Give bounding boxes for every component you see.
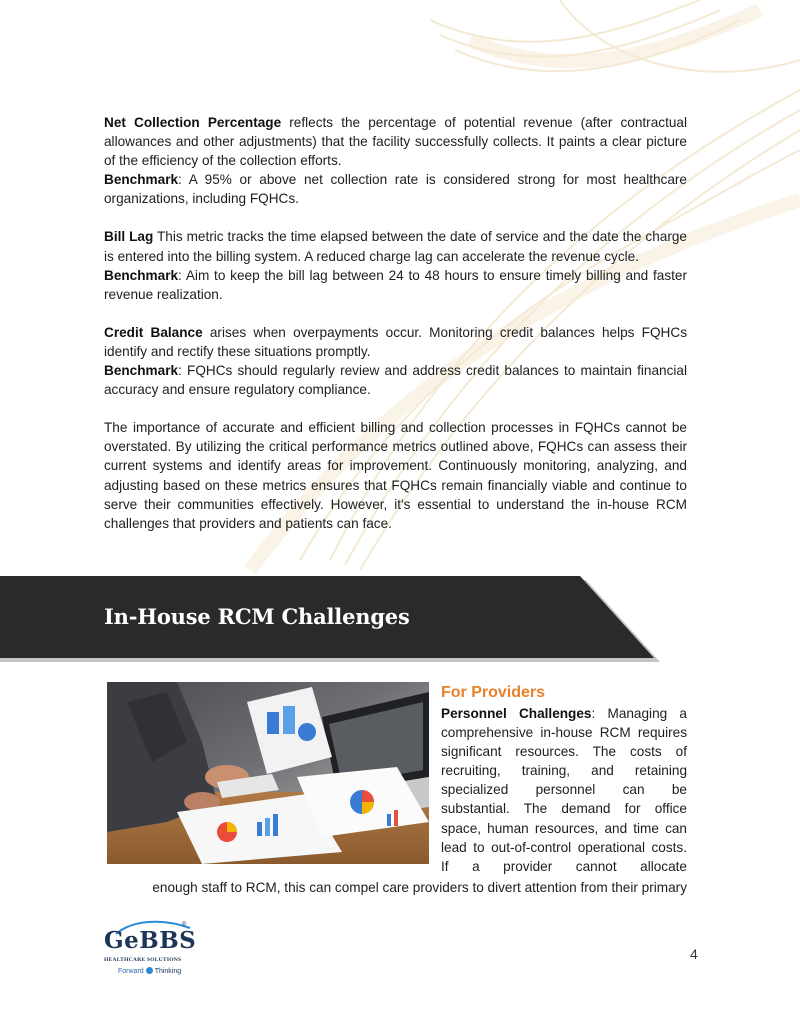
credit-balance-term: Credit Balance [104, 324, 203, 340]
personnel-challenges-term: Personnel Challenges [441, 706, 592, 721]
net-collection-benchmark [104, 170, 687, 208]
bill-lag-benchmark [104, 266, 687, 304]
tagline-thinking: Thinking [154, 968, 182, 975]
registered-mark: ® [182, 922, 187, 928]
logo-wordmark: GeBBS [104, 927, 197, 954]
body-text [104, 113, 687, 533]
tagline-forward: Forward [118, 968, 144, 975]
benchmark-label: Benchmark [104, 363, 179, 379]
page-number: 4 [690, 946, 698, 962]
personnel-challenges-paragraph [441, 704, 687, 876]
net-collection-term: Net Collection Percentage [104, 115, 282, 130]
credit-balance-benchmark [104, 361, 687, 399]
logo-tagline [118, 967, 181, 975]
tagline-dot-icon [146, 967, 153, 974]
spacer [104, 304, 687, 323]
credit-balance-paragraph [104, 323, 687, 361]
gebbs-logo [104, 922, 197, 982]
benchmark-text: : FQHCs should regularly review and address credit balances to maintain financial accuracy and ensure regulatory compliance. [104, 363, 687, 398]
bill-lag-term: Bill Lag [104, 229, 154, 245]
benchmark-label: Benchmark [104, 172, 179, 188]
benchmark-text: : Aim to keep the bill lag between 24 to 48 hours to ensure timely billing and faster revenue realization. [104, 267, 687, 302]
spacer [104, 399, 687, 418]
credit-balance-text: arises when overpayments occur. Monitoring credit balances helps FQHCs identify and rectify these situations promptly. [104, 324, 687, 359]
bill-lag-text: This metric tracks the time elapsed between the date of service and the date the charge is entered into the billing system. A reduced charge lag can accelerate the revenue cycle. [104, 229, 687, 264]
net-collection-text: reflects the percentage of potential revenue (after contractual allowances and other adjustments) that the facility successfully collects. It paints a clear picture of the efficiency of the collection efforts. [104, 115, 687, 169]
spacer [104, 208, 687, 227]
personnel-challenges-text: : Managing a comprehensive in-house RCM requires significant resources. The costs of recruiting, training, and retaining specialized personnel can be substantial. The demand for office space, human resources, and time can lead to out-of-control operational costs. If a provider cannot allocate [441, 706, 687, 874]
bill-lag-paragraph [104, 227, 687, 265]
net-collection-paragraph [104, 113, 687, 170]
personnel-challenges-continuation: enough staff to RCM, this can compel care providers to divert attention from their primary [152, 880, 687, 895]
section-title: In-House RCM Challenges [104, 604, 410, 629]
providers-column [441, 682, 687, 876]
summary-paragraph: The importance of accurate and efficient billing and collection processes in FQHCs cannot be overstated. By utilizing the critical performance metrics outlined above, FQHCs can assess their current systems and identify areas for improvement. Continuously monitoring, analyzing, and adjusting based on these metrics ensures that FQHCs remain financially viable and continue to serve their communities effectively. However, it's essential to understand the in-house RCM challenges that providers and patients can face. [104, 420, 687, 531]
benchmark-text: : A 95% or above net collection rate is considered strong for most healthcare organizations, including FQHCs. [104, 172, 687, 207]
providers-heading: For Providers [441, 684, 546, 701]
benchmark-label: Benchmark [104, 267, 179, 283]
logo-subtitle: HEALTHCARE SOLUTIONS [104, 957, 182, 963]
business-analytics-photo [107, 682, 429, 864]
